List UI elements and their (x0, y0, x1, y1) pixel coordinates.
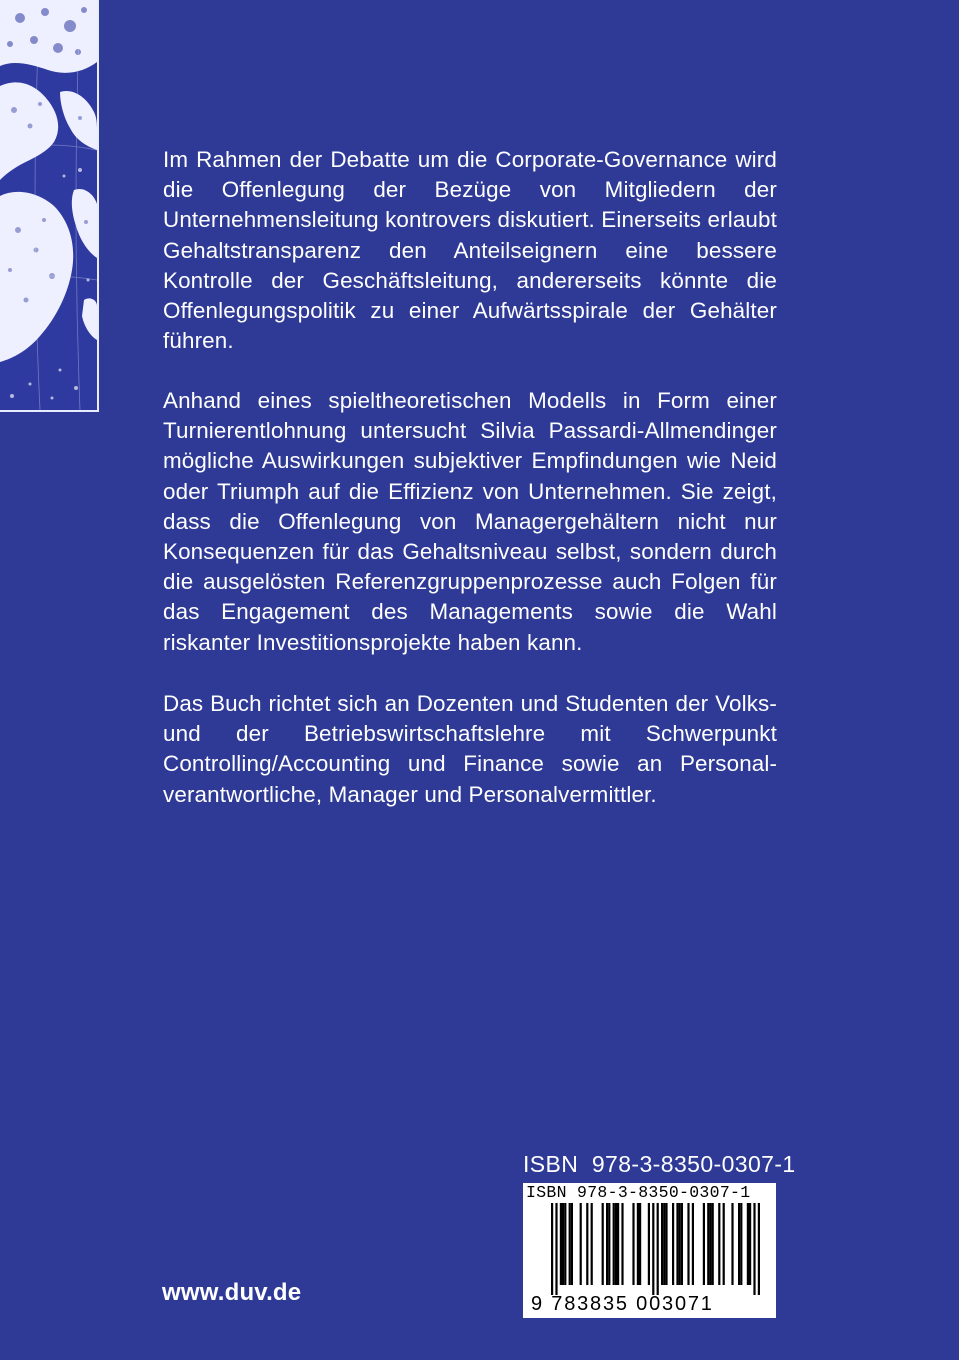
barcode-bar (571, 1203, 573, 1285)
barcode-bar (606, 1203, 608, 1285)
barcode-bar (753, 1203, 755, 1295)
barcode-bar (617, 1203, 619, 1285)
barcode-bar (648, 1203, 650, 1285)
barcode-bar (676, 1203, 678, 1285)
barcode-bar (738, 1203, 740, 1285)
barcode-bar (551, 1203, 553, 1295)
barcode-bar (569, 1203, 571, 1285)
barcode-bar (560, 1203, 562, 1285)
barcode-bar (758, 1203, 760, 1295)
barcode-bar (652, 1203, 654, 1295)
publisher-url[interactable]: www.duv.de (162, 1279, 302, 1306)
barcode-bar (747, 1203, 749, 1285)
barcode-bar (657, 1203, 659, 1295)
barcode-bar (679, 1203, 681, 1285)
barcode-bar (586, 1203, 588, 1285)
barcode-bar (562, 1203, 564, 1285)
barcode-bar (661, 1203, 663, 1285)
barcode-bar (723, 1203, 725, 1285)
globe-icon (0, 0, 97, 410)
isbn-label: ISBN 978-3-8350-0307-1 (523, 1151, 796, 1177)
barcode-bar (615, 1203, 617, 1285)
barcode-bar (703, 1203, 705, 1285)
barcode-digits: 9 783835 003071 (531, 1293, 714, 1315)
blurb-paragraph-2: Anhand eines spieltheoretischen Modells in Form einer Turnierentlohnung untersucht Silvia Passardi-Allmendinger mögliche Auswirkungen subjektiver Empfindungen wie Neid oder Triumph auf die Effizienz von Unternehmen. Sie zeigt, dass die Offenlegung von Managergehältern nicht nur Konsequenzen für das Gehaltsniveau selbst, sondern durch die ausgelösten Referenzgruppenprozesse auch Folgen für das Engagement des Managements sowie die Wahl riskanter Investitionsprojekte haben kann. (163, 388, 777, 655)
barcode-bar (687, 1203, 689, 1285)
blurb-paragraph-1: Im Rahmen der Debatte um die Corporate-Governance wird die Offenlegung der Bezüge von Mitgliedern der Unternehmensleitung kontrovers diskutiert. Einerseits erlaubt Gehaltstransparenz den Anteilseignern eine bessere Kontrolle der Geschäftsleitung, andererseits könnte die Offenlegungspolitik zu einer Aufwärtsspirale der Gehälter führen. (163, 147, 777, 354)
barcode-bar (749, 1203, 751, 1285)
barcode-bar (707, 1203, 709, 1285)
barcode-bar (580, 1203, 582, 1285)
barcode-bar (564, 1203, 566, 1285)
barcode (523, 1183, 776, 1318)
barcode-bar (692, 1203, 694, 1285)
barcode-bar (637, 1203, 639, 1285)
barcode-bar (621, 1203, 623, 1285)
barcode-bar (632, 1203, 634, 1285)
barcode-isbn-text: ISBN 978-3-8350-0307-1 (526, 1183, 751, 1202)
barcode-bar (681, 1203, 683, 1285)
barcode-bar (712, 1203, 714, 1285)
barcode-bars (523, 1201, 776, 1297)
blurb-paragraph-3: Das Buch richtet sich an Dozenten und Studenten der Volks- und der Betriebswirtschaftslehre mit Schwerpunkt Controlling/Accounting und Finance sowie an Personalverantwortliche, Manager und Personalvermittler. (163, 691, 777, 807)
barcode-bar (555, 1203, 557, 1295)
barcode-bar (639, 1203, 641, 1285)
barcode-bar (672, 1203, 674, 1285)
barcode-bar (731, 1203, 733, 1285)
globe-image (0, 0, 99, 412)
barcode-bar (663, 1203, 665, 1285)
barcode-bar (613, 1203, 615, 1285)
barcode-bar (591, 1203, 593, 1285)
barcode-bar (665, 1203, 667, 1285)
barcode-bar (608, 1203, 610, 1285)
barcode-bar (740, 1203, 742, 1285)
barcode-bar (709, 1203, 711, 1285)
barcode-bar (718, 1203, 720, 1285)
barcode-bar (602, 1203, 604, 1285)
